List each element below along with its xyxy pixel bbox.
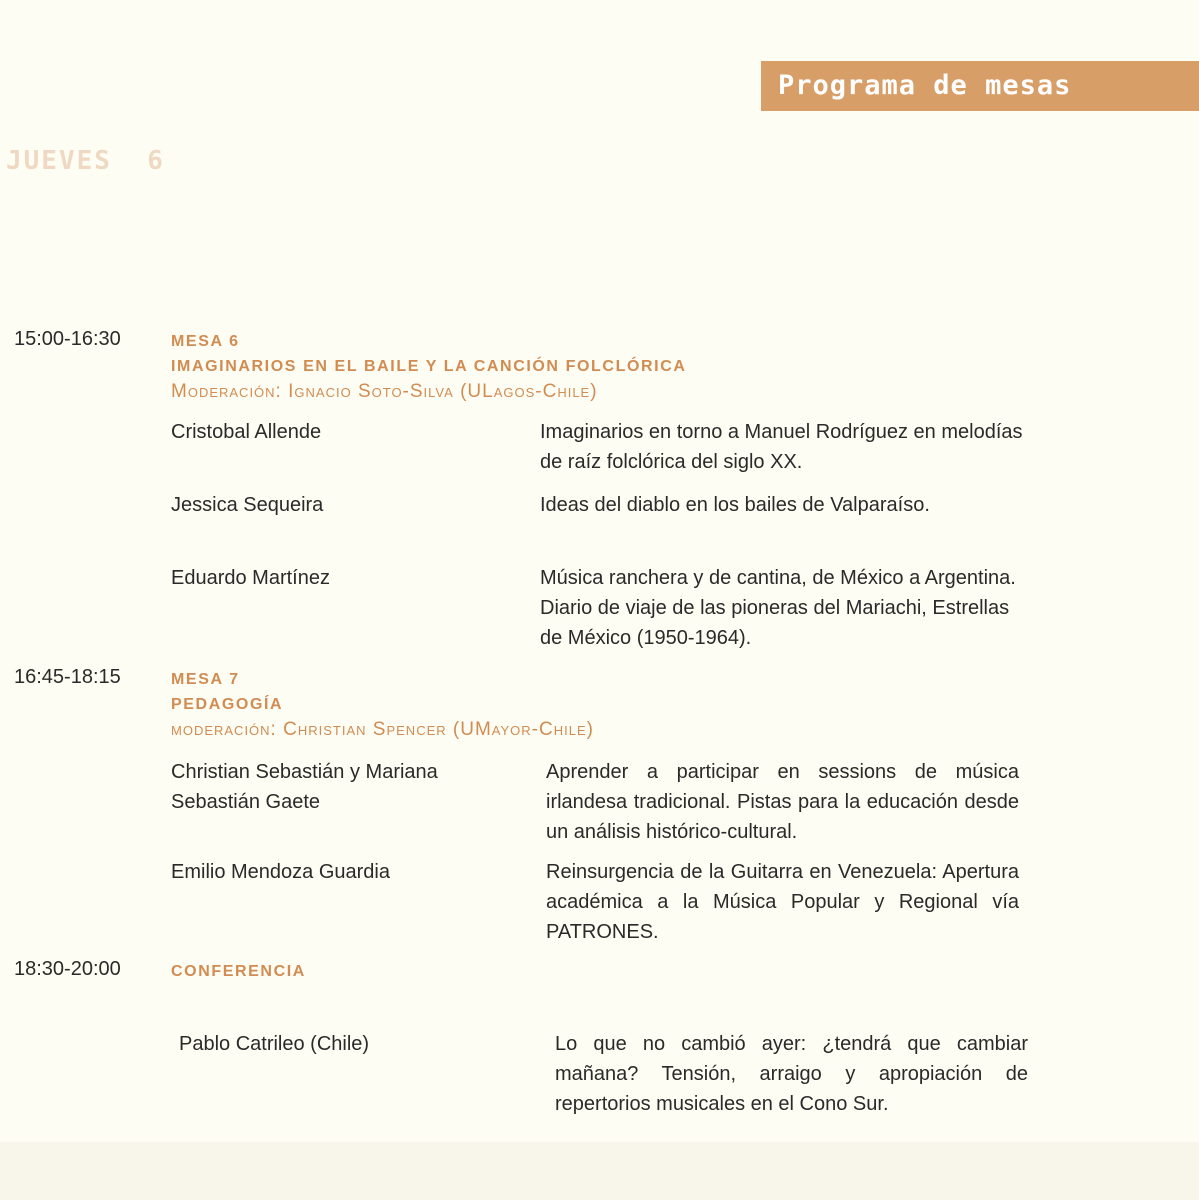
speaker-name: Cristobal Allende [171,421,322,443]
bottom-band [0,1142,1199,1200]
talk-title: Imaginarios en torno a Manuel Rodríguez en melodías de raíz folclórica del siglo XX. [540,421,1023,473]
talk-title: Aprender a participar en sessions de música irlandesa tradicional. Pistas para la educación desde un análisis histórico-cultural. [546,761,1019,843]
talk-title: Lo que no cambió ayer: ¿tendrá que cambiar mañana? Tensión, arraigo y apropiación de repertorios musicales en el Cono Sur. [555,1033,1028,1115]
speaker-name: Jessica Sequeira [171,494,324,516]
page-title: Programa de mesas [761,61,1199,111]
moderation: moderación: Christian Spencer (UMayor-Chile) [171,719,594,740]
mesa-label: MESA 6 [171,333,240,350]
speaker-name: Eduardo Martínez [171,567,330,589]
speaker-name: Christian Sebastián y Mariana Sebastián Gaete [171,761,438,813]
talk-title: Música ranchera y de cantina, de México a Argentina. Diario de viaje de las pioneras del Mariachi, Estrellas de México (1950-1964). [540,567,1016,649]
speaker-name: Pablo Catrileo (Chile) [179,1033,370,1055]
talk-title: Ideas del diablo en los bailes de Valparaíso. [540,494,930,516]
talk-title: Reinsurgencia de la Guitarra en Venezuela: Apertura académica a la Música Popular y Regional vía PATRONES. [546,861,1019,943]
mesa-label: MESA 7 [171,671,240,688]
day-label: JUEVES 6 [6,146,165,176]
session-time: 15:00-16:30 [14,328,121,350]
session-time: 16:45-18:15 [14,666,121,688]
speaker-name: Emilio Mendoza Guardia [171,861,390,883]
mesa-title: PEDAGOGÍA [171,696,284,713]
mesa-label: CONFERENCIA [171,963,306,980]
session-time: 18:30-20:00 [14,958,121,980]
mesa-title: IMAGINARIOS EN EL BAILE Y LA CANCIÓN FOLCLÓRICA [171,358,687,375]
moderation: Moderación: Ignacio Soto-Silva (ULagos-Chile) [171,381,598,402]
